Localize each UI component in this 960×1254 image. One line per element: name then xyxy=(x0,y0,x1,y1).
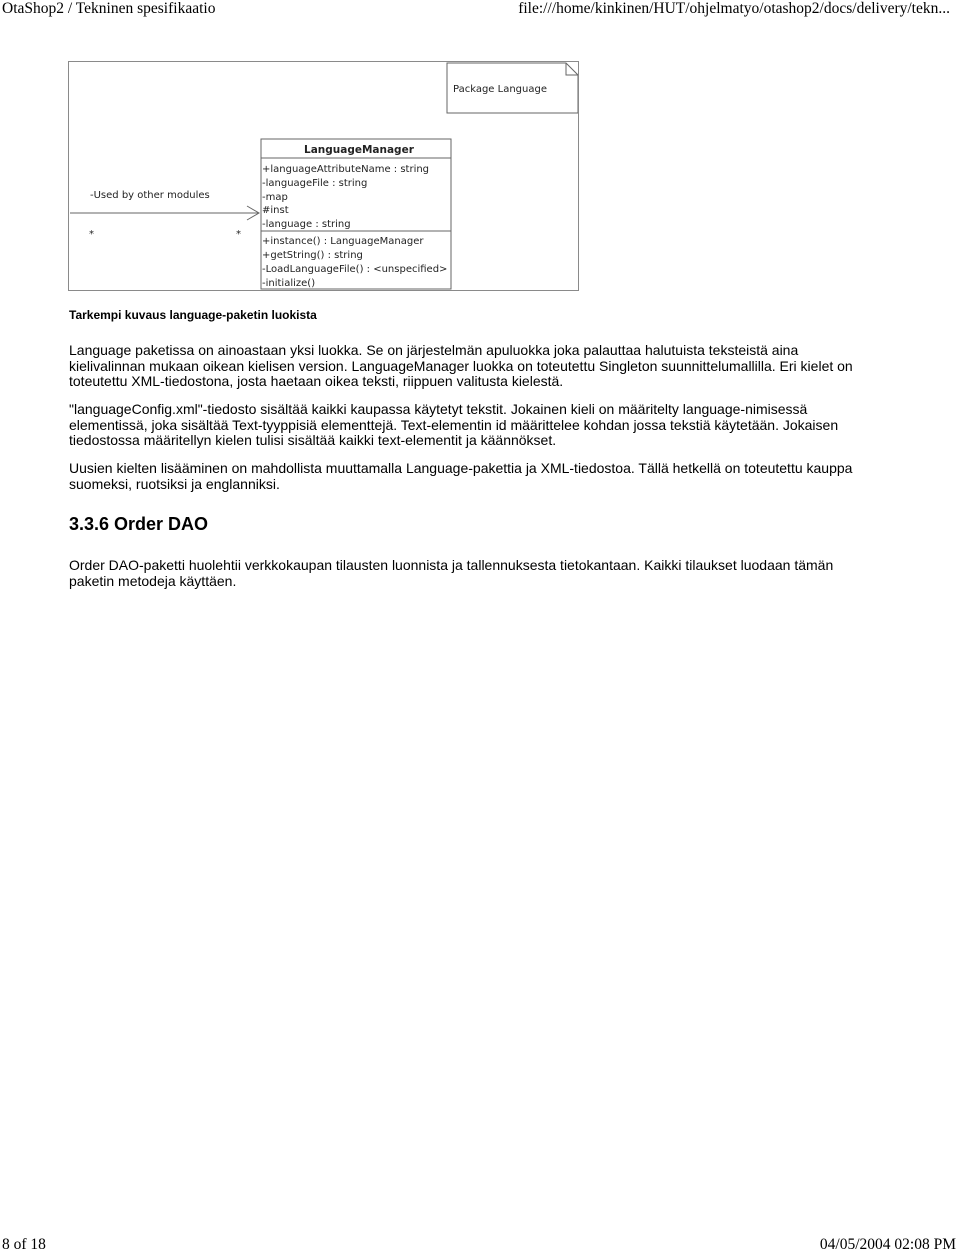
class-operation: +getString() : string xyxy=(262,250,363,261)
multiplicity-right: * xyxy=(236,229,241,240)
package-note xyxy=(447,63,578,113)
class-operation: -LoadLanguageFile() : <unspecified> xyxy=(262,264,448,275)
uml-class-diagram xyxy=(68,61,579,291)
print-timestamp: 04/05/2004 02:08 PM xyxy=(819,1236,956,1253)
paragraph: "languageConfig.xml"-tiedosto sisältää kaikki kaupassa käytetyt tekstit. Jokainen kieli on määritelty language-nimisessä elementissä, joka sisältää Text-tyyppisiä elementtejä. Text-elementin id määrittelee kohdan jossa tekstiä käytetään. Jokaisen tiedostossa määritellyn kielen tulisi sisältää kaikki text-elementit ja käännökset. xyxy=(69,401,839,448)
class-attribute: -language : string xyxy=(262,219,351,230)
document-url: file:///home/kinkinen/HUT/ohjelmatyo/otashop2/docs/delivery/tekn... xyxy=(518,0,950,17)
class-attribute: #inst xyxy=(262,205,289,216)
class-attribute: -map xyxy=(262,192,288,203)
package-label: Package Language xyxy=(453,84,547,95)
class-name: LanguageManager xyxy=(304,144,414,156)
class-operation: -initialize() xyxy=(262,278,316,289)
class-attribute: +languageAttributeName : string xyxy=(262,164,430,175)
association-label: -Used by other modules xyxy=(90,190,210,201)
uml-diagram-canvas xyxy=(69,62,578,290)
section-heading: 3.3.6 Order DAO xyxy=(69,514,209,534)
paragraph: Language paketissa on ainoastaan yksi luokka. Se on järjestelmän apuluokka joka palauttaa halutuista teksteistä aina kielivalinnan mukaan oikean kielisen version. LanguageManager luokka on toteutettu Singleton suunnittelumallilla. Eri kielet on toteutettu XML-tiedostona, josta haetaan oikea teksti, riippuen valitusta kielestä. xyxy=(69,342,853,389)
class-attribute: -languageFile : string xyxy=(262,178,368,189)
class-operation: +instance() : LanguageManager xyxy=(262,236,424,247)
document-title: OtaShop2 / Tekninen spesifikaatio xyxy=(2,0,216,17)
page-number: 8 of 18 xyxy=(2,1236,46,1253)
association-arrow xyxy=(70,190,259,240)
paragraph: Uusien kielten lisääminen on mahdollista muuttamalla Language-pakettia ja XML-tiedostoa. Tällä hetkellä on toteutettu kauppa suomeksi, ruotsiksi ja englanniksi. xyxy=(69,460,853,492)
multiplicity-left: * xyxy=(89,229,94,240)
class-box-languagemanager xyxy=(261,139,451,289)
paragraph: Order DAO-paketti huolehtii verkkokaupan tilausten luonnista ja tallennuksesta tietokantaan. Kaikki tilaukset luodaan tämän paketin metodeja käyttäen. xyxy=(69,557,834,589)
figure-caption: Tarkempi kuvaus language-paketin luokista xyxy=(69,308,317,322)
